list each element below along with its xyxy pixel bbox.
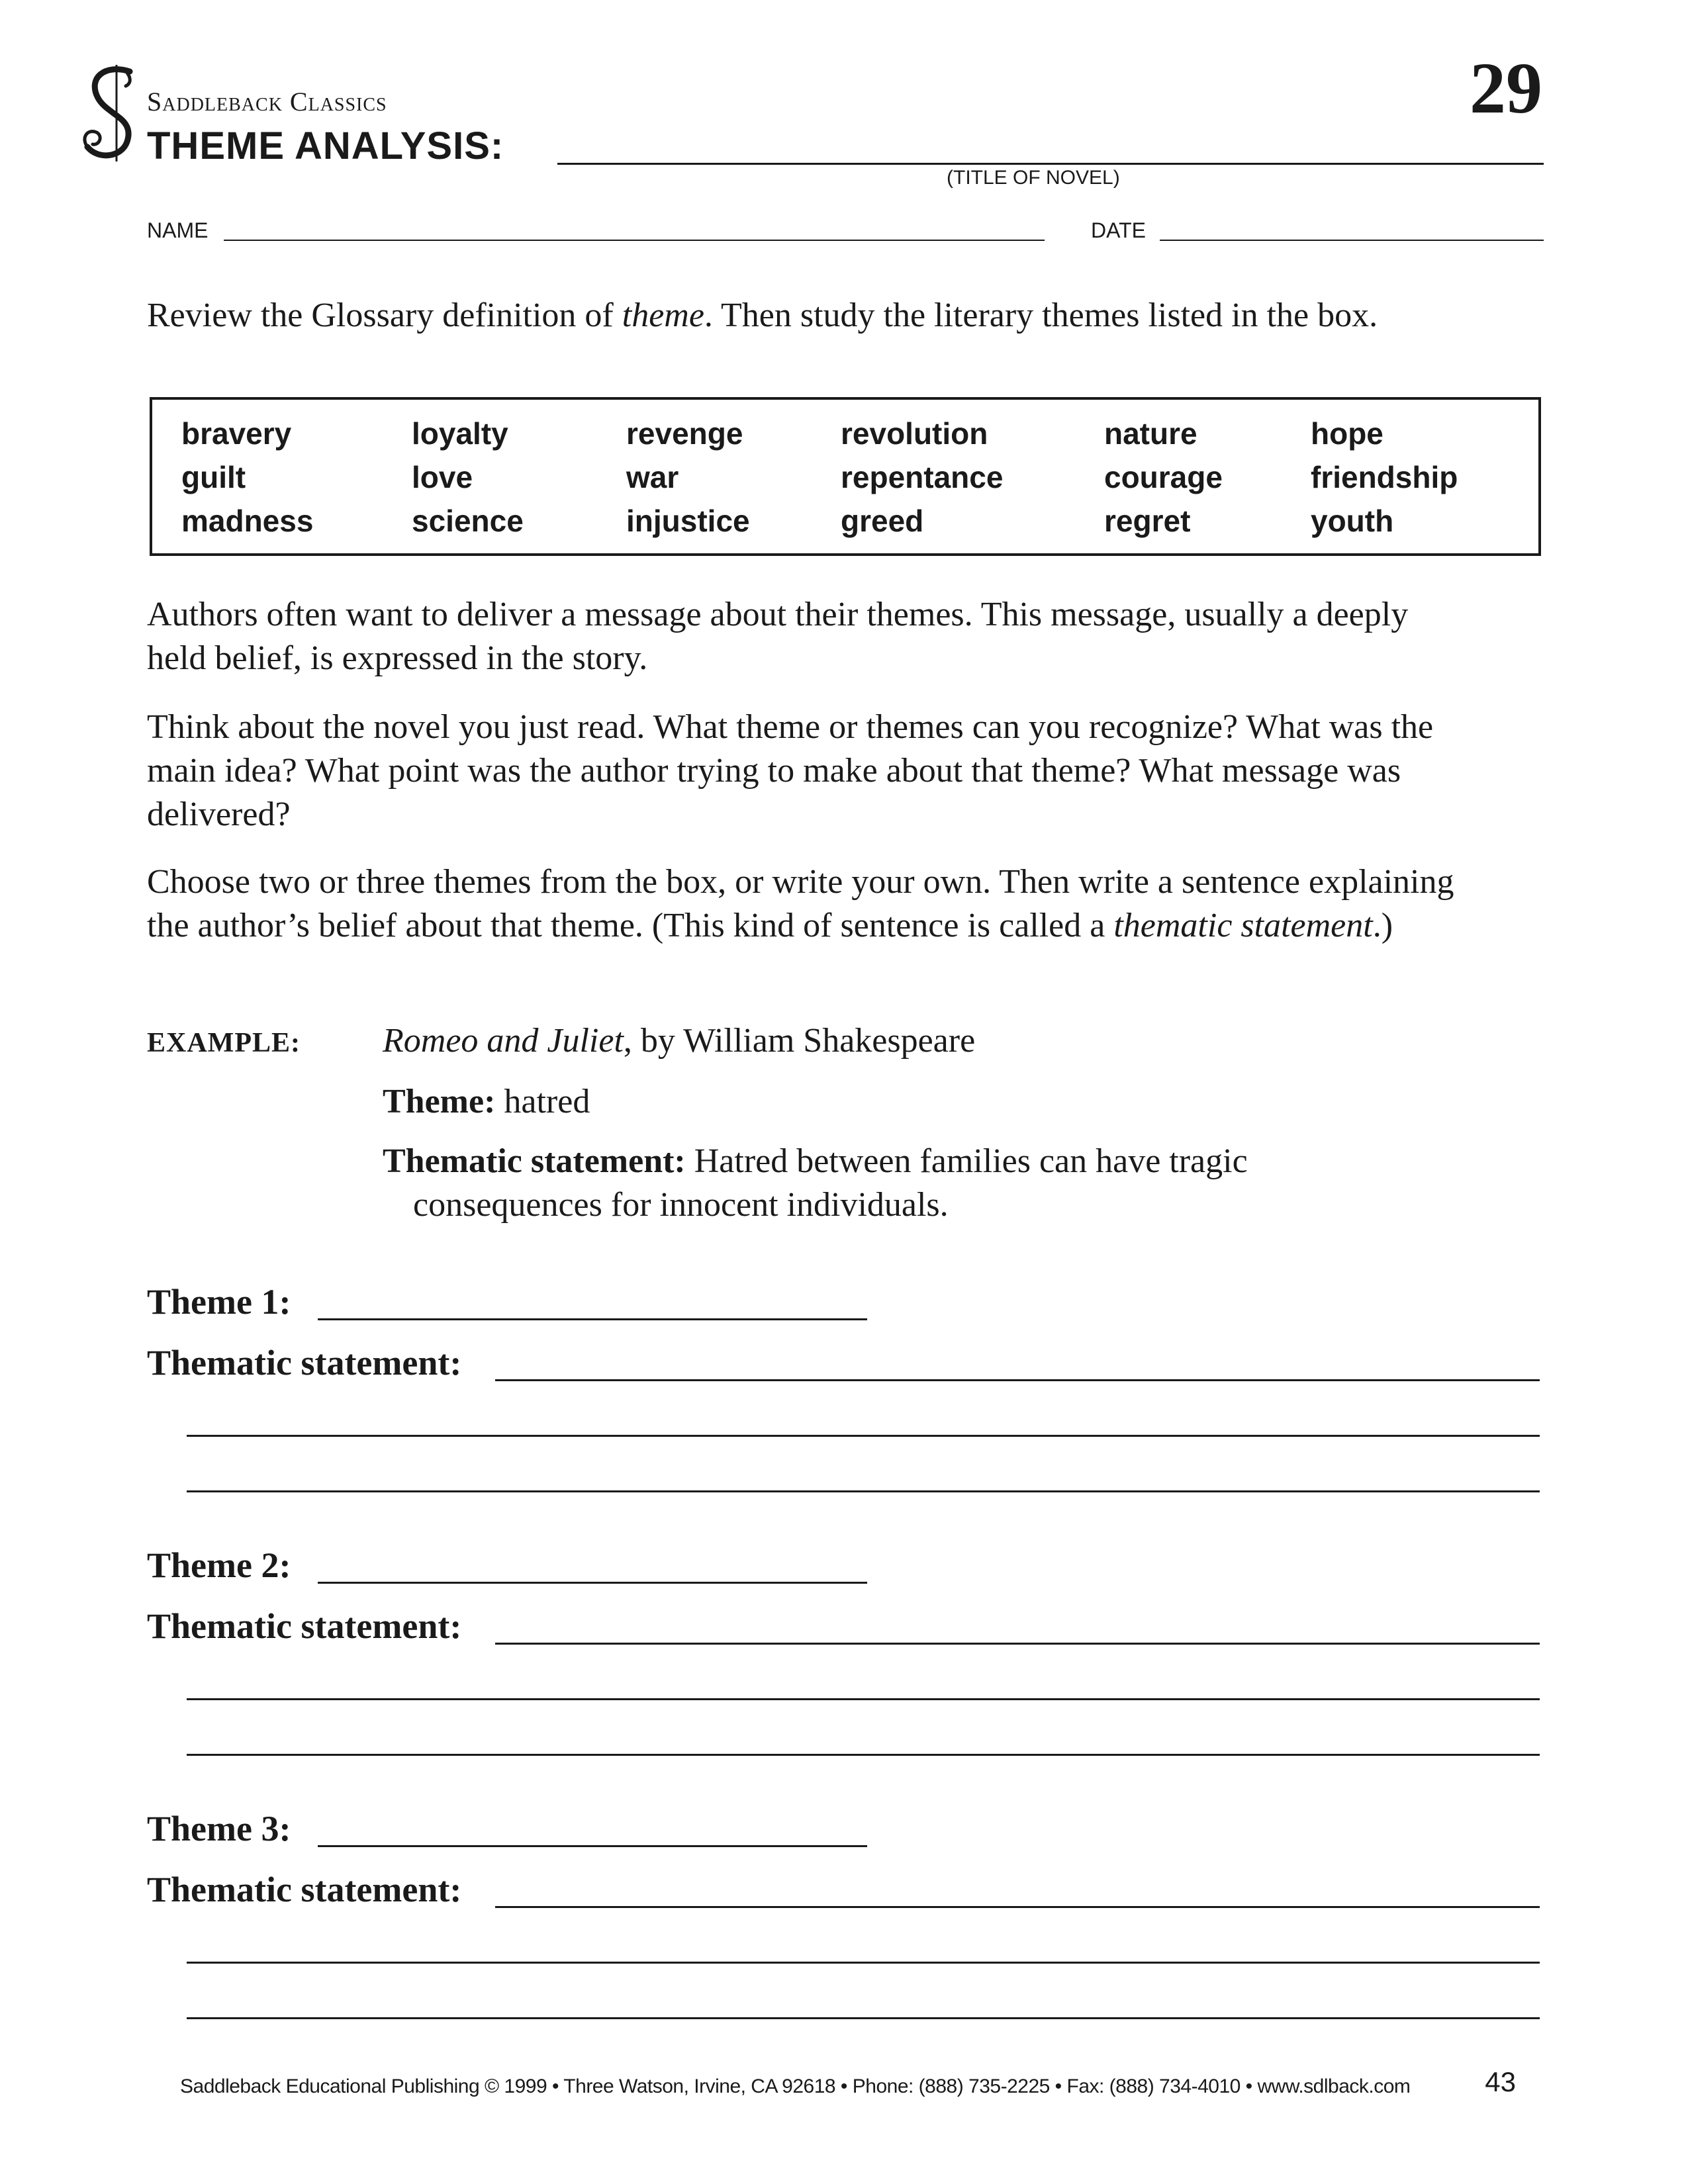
theme-word: repentance: [841, 460, 1004, 494]
theme-word: bravery: [181, 416, 292, 451]
thematic-statement-1-line-3[interactable]: [187, 1490, 1540, 1492]
thematic-statement-1-line-2[interactable]: [187, 1435, 1540, 1437]
worksheet-title: THEME ANALYSIS:: [147, 124, 504, 167]
theme-word: courage: [1104, 460, 1223, 494]
thematic-statement-1-label: Thematic statement:: [147, 1343, 462, 1383]
theme-2-answer-line[interactable]: [318, 1582, 867, 1584]
theme-word: friendship: [1311, 460, 1458, 494]
theme-word: war: [626, 460, 679, 494]
theme-word: madness: [181, 504, 314, 538]
thematic-statement-3-line[interactable]: [495, 1906, 1540, 1908]
paragraph-instructions: Choose two or three themes from the box, or write your own. Then write a sentence explaining the author’s belief about that theme. (This kind of sentence is called a thematic statement.): [147, 863, 1454, 944]
thematic-statement-2-label: Thematic statement:: [147, 1606, 462, 1646]
theme-word: revenge: [626, 416, 743, 451]
date-label: DATE: [1091, 218, 1146, 242]
name-line[interactable]: [224, 240, 1045, 241]
theme-word: youth: [1311, 504, 1394, 538]
theme-word: guilt: [181, 460, 246, 494]
thematic-statement-3-label: Thematic statement:: [147, 1870, 462, 1909]
footer-page-number: 43: [1485, 2066, 1516, 2097]
theme-1-answer-line[interactable]: [318, 1318, 867, 1320]
footer-publisher: Saddleback Educational Publishing © 1999 • Three Watson, Irvine, CA 92618 • Phone: (888) 735-2225 • Fax: (888) 734-4010 • www.sdlback.com: [180, 2075, 1411, 2097]
thematic-statement-2-line[interactable]: [495, 1643, 1540, 1645]
paragraph-message: Authors often want to deliver a message about their themes. This message, usually a deeply held belief, is expressed in the story.: [147, 596, 1409, 677]
theme-word: science: [412, 504, 524, 538]
saddleback-logo-icon: [78, 64, 144, 163]
brand-name: Saddleback Classics: [147, 87, 387, 116]
theme-2-label: Theme 2:: [147, 1545, 291, 1585]
date-line[interactable]: [1160, 240, 1544, 241]
example-label: EXAMPLE:: [147, 1028, 301, 1058]
thematic-statement-3-line-2[interactable]: [187, 1962, 1540, 1964]
theme-word: revolution: [841, 416, 988, 451]
thematic-statement-2-line-2[interactable]: [187, 1698, 1540, 1700]
intro-paragraph: Review the Glossary definition of theme. Then study the literary themes listed in the box.: [147, 296, 1378, 334]
theme-word: greed: [841, 504, 924, 538]
theme-3-label: Theme 3:: [147, 1809, 291, 1848]
theme-word: injustice: [626, 504, 750, 538]
example-theme: Theme: hatred: [383, 1083, 590, 1120]
theme-word: loyalty: [412, 416, 508, 451]
theme-1-label: Theme 1:: [147, 1282, 291, 1322]
example-work: Romeo and Juliet, by William Shakespeare: [383, 1022, 976, 1060]
thematic-statement-1-line[interactable]: [495, 1379, 1540, 1381]
name-label: NAME: [147, 218, 209, 242]
theme-word: nature: [1104, 416, 1197, 451]
theme-word: love: [412, 460, 473, 494]
thematic-statement-2-line-3[interactable]: [187, 1754, 1540, 1756]
worksheet-number: 29: [1470, 48, 1542, 128]
thematic-statement-3-line-3[interactable]: [187, 2017, 1540, 2019]
theme-word: hope: [1311, 416, 1383, 451]
novel-title-caption: (TITLE OF NOVEL): [947, 167, 1120, 189]
novel-title-line[interactable]: [557, 163, 1544, 165]
theme-3-answer-line[interactable]: [318, 1845, 867, 1847]
theme-word: regret: [1104, 504, 1191, 538]
paragraph-questions: Think about the novel you just read. What theme or themes can you recognize? What was the main idea? What point was the author trying to make about that theme? What message was delivered?: [147, 708, 1434, 833]
example-statement: Thematic statement: Hatred between families can have tragic consequences for innocent individuals.: [383, 1142, 1248, 1224]
